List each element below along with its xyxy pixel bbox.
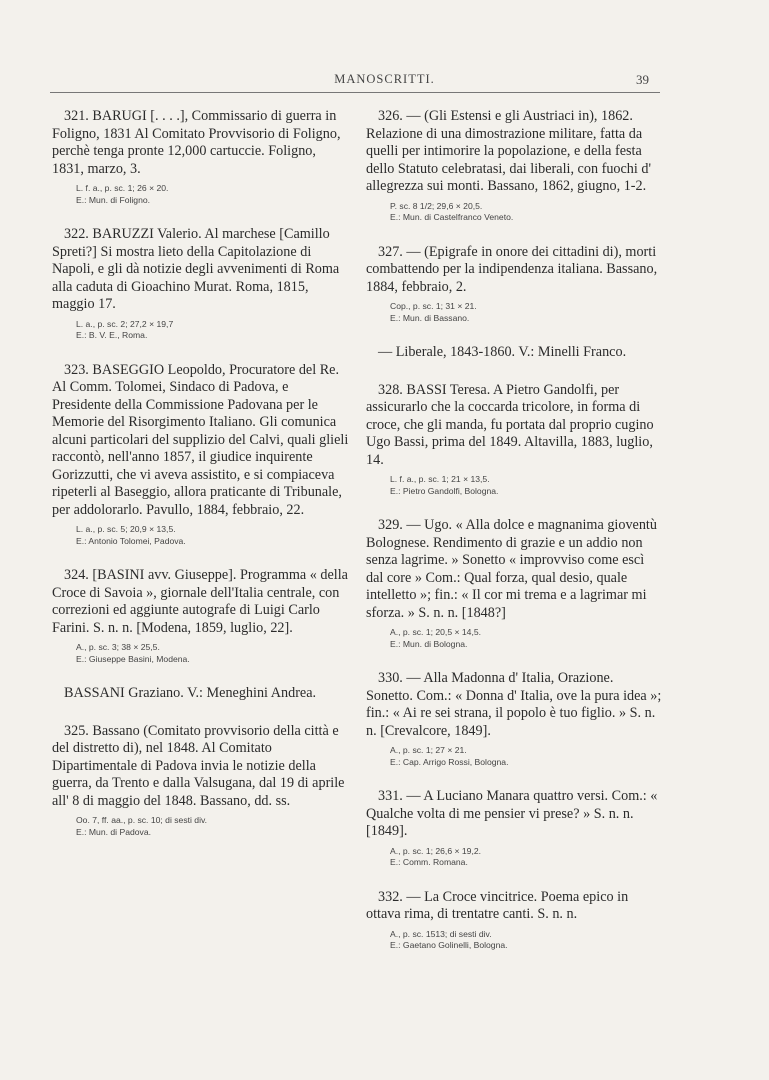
entry-text: 329. — Ugo. « Alla dolce e magnanima gioventù Bolognese. Rendimento di grazie e un addio non senza lagrime. » Sonetto « improvviso come escì dal core » Com.: Qual forza, qual desio, quale intelletto »; fin.: « Il cor mi trema e a lagrimar mi sforza. » S. n. n. [1848?] bbox=[366, 517, 657, 621]
entry-physical: L. f. a., p. sc. 1; 26 × 20. bbox=[76, 183, 169, 193]
cross-reference-bassani bbox=[52, 685, 350, 703]
entry-physical: Cop., p. sc. 1; 31 × 21. bbox=[390, 301, 477, 311]
cross-reference-liberale bbox=[366, 344, 662, 362]
entry-text: BASSANI Graziano. V.: Meneghini Andrea. bbox=[64, 685, 317, 701]
entry-meta bbox=[76, 642, 350, 665]
entry-324 bbox=[52, 567, 350, 665]
entry-physical: A., p. sc. 1; 20,5 × 14,5. bbox=[390, 627, 482, 637]
entry-text: 325. Bassano (Comitato provvisorio della città e del distretto di), nel 1848. Al Comitato Dipartimentale di Padova invia le notizie della guerra, da Trento e dalla Valsugana, dal 19 di aprile all' 8 di maggio del 1848. Bassano, dd. ss. bbox=[52, 722, 345, 809]
entry-text: 330. — Alla Madonna d' Italia, Orazione. Sonetto. Com.: « Donna d' Italia, ove la pura idea »; fin.: « Ai re sei strana, il popolo è tuo figlio. » S. n. n. [Crevalcore, 1849]. bbox=[366, 670, 662, 739]
entry-meta bbox=[76, 319, 350, 342]
entry-meta bbox=[76, 815, 350, 838]
entry-owner: E.: Comm. Romana. bbox=[390, 857, 468, 867]
entry-owner: E.: Antonio Tolomei, Padova. bbox=[76, 535, 186, 546]
entry-325 bbox=[52, 723, 350, 839]
entry-text: 331. — A Luciano Manara quattro versi. Com.: « Qualche volta di me pensier vi prese? » S. n. n. [1849]. bbox=[366, 788, 658, 839]
entry-329 bbox=[366, 517, 662, 650]
entry-physical: Oo. 7, ff. aa., p. sc. 10; di sesti div. bbox=[76, 815, 208, 825]
entry-physical: A., p. sc. 1513; di sesti div. bbox=[390, 928, 492, 939]
entry-327 bbox=[366, 244, 662, 325]
entry-owner: E.: Cap. Arrigo Rossi, Bologna. bbox=[390, 756, 509, 767]
entry-owner: E.: Giuseppe Basini, Modena. bbox=[76, 653, 190, 664]
entry-text: 321. BARUGI [. . . .], Commissario di guerra in Foligno, 1831 Al Comitato Provvisorio di Foligno, perchè tenga pronte 12,000 cartuccie. Foligno, 1831, marzo, 3. bbox=[52, 108, 341, 177]
entry-meta bbox=[390, 301, 662, 324]
entry-text: 322. BARUZZI Valerio. Al marchese [Camillo Spreti?] Si mostra lieto della Capitolazione di Napoli, e gli dà notizie degli avvenimenti di Roma alla caduta di Gioachino Murat. Roma, 1815, maggio 17. bbox=[52, 226, 340, 312]
entry-physical: A., p. sc. 1; 26,6 × 19,2. bbox=[390, 845, 482, 856]
header-rule bbox=[50, 92, 660, 93]
left-column bbox=[52, 108, 350, 858]
entry-text: — Liberale, 1843-1860. V.: Minelli Franco. bbox=[378, 344, 627, 360]
entry-owner: E.: Mun. di Bologna. bbox=[390, 638, 468, 649]
entry-owner: E.: Mun. di Padova. bbox=[76, 826, 151, 837]
entry-physical: A., p. sc. 3; 38 × 25,5. bbox=[76, 642, 160, 652]
entry-330 bbox=[366, 670, 662, 768]
entry-text: 326. — (Gli Estensi e gli Austriaci in), 1862. Relazione di una dimostrazione militare, fatta da quelli per intimorire la popolazione, e della festa dello Statuto celebratasi, dai liberali, con fuochi d' allegrezza sui monti. Bassano, 1862, giugno, 1-2. bbox=[366, 108, 652, 194]
entry-owner: E.: B. V. E., Roma. bbox=[76, 330, 148, 340]
entry-physical: L. f. a., p. sc. 1; 21 × 13,5. bbox=[390, 474, 490, 484]
entry-323 bbox=[52, 362, 350, 548]
right-column bbox=[366, 108, 662, 972]
entry-328 bbox=[366, 382, 662, 498]
entry-meta bbox=[390, 627, 662, 650]
entry-owner: E.: Mun. di Castelfranco Veneto. bbox=[390, 212, 514, 222]
entry-text: 323. BASEGGIO Leopoldo, Procuratore del Re. Al Comm. Tolomei, Sindaco di Padova, e Presidente della Commissione Padovana per le Memorie del Risorgimento Italiano. Gli comunica alcuni particolari del supplizio del Calvi, quali glieli raccontò, nell'anno 1857, il giudice inquirente Gorizzutti, che vi aveva assistito, e si compiaceva ripeterli al Baseggio, allora praticante di Tribunale, per addolorarlo. Pavullo, 1884, febbraio, 22. bbox=[52, 361, 349, 518]
entry-meta bbox=[390, 474, 662, 497]
entry-owner: E.: Gaetano Golinelli, Bologna. bbox=[390, 940, 508, 950]
entry-321 bbox=[52, 108, 350, 206]
entry-text: 324. [BASINI avv. Giuseppe]. Programma « della Croce di Savoia », giornale dell'Italia centrale, con correzioni ed aggiunte autografe di Luigi Carlo Farini. S. n. n. [Modena, 1859, luglio, 22]. bbox=[52, 567, 348, 636]
entry-meta bbox=[76, 183, 350, 206]
entry-meta bbox=[390, 929, 662, 952]
entry-physical: L. a., p. sc. 2; 27,2 × 19,7 bbox=[76, 318, 174, 329]
entry-text: 328. BASSI Teresa. A Pietro Gandolfi, per assicurarlo che la coccarda tricolore, in forma di croce, che gli manda, fu portata dal proprio cugino Ugo Bassi, prima del 1849. Altavilla, 1883, luglio, 14. bbox=[366, 381, 654, 468]
entry-322 bbox=[52, 226, 350, 342]
entry-meta bbox=[390, 745, 662, 768]
page-number: 39 bbox=[636, 72, 649, 87]
entry-326 bbox=[366, 108, 662, 224]
entry-331 bbox=[366, 788, 662, 869]
entry-physical: P. sc. 8 1/2; 29,6 × 20,5. bbox=[390, 200, 483, 211]
entry-physical: A., p. sc. 1; 27 × 21. bbox=[390, 745, 467, 755]
running-title: MANOSCRITTI. bbox=[334, 72, 435, 86]
entry-meta bbox=[390, 846, 662, 869]
entry-owner: E.: Mun. di Bassano. bbox=[390, 312, 470, 323]
entry-text: 332. — La Croce vincitrice. Poema epico in ottava rima, di trentatre canti. S. n. n. bbox=[366, 888, 629, 922]
entry-meta bbox=[76, 524, 350, 547]
entry-332 bbox=[366, 889, 662, 952]
entry-owner: E.: Mun. di Foligno. bbox=[76, 194, 151, 205]
entry-physical: L. a., p. sc. 5; 20,9 × 13,5. bbox=[76, 524, 176, 534]
entry-text: 327. — (Epigrafe in onore dei cittadini di), morti combattendo per la indipendenza italiana. Bassano, 1884, febbraio, 2. bbox=[366, 243, 658, 295]
entry-owner: E.: Pietro Gandolfi, Bologna. bbox=[390, 485, 499, 496]
entry-meta bbox=[390, 201, 662, 224]
